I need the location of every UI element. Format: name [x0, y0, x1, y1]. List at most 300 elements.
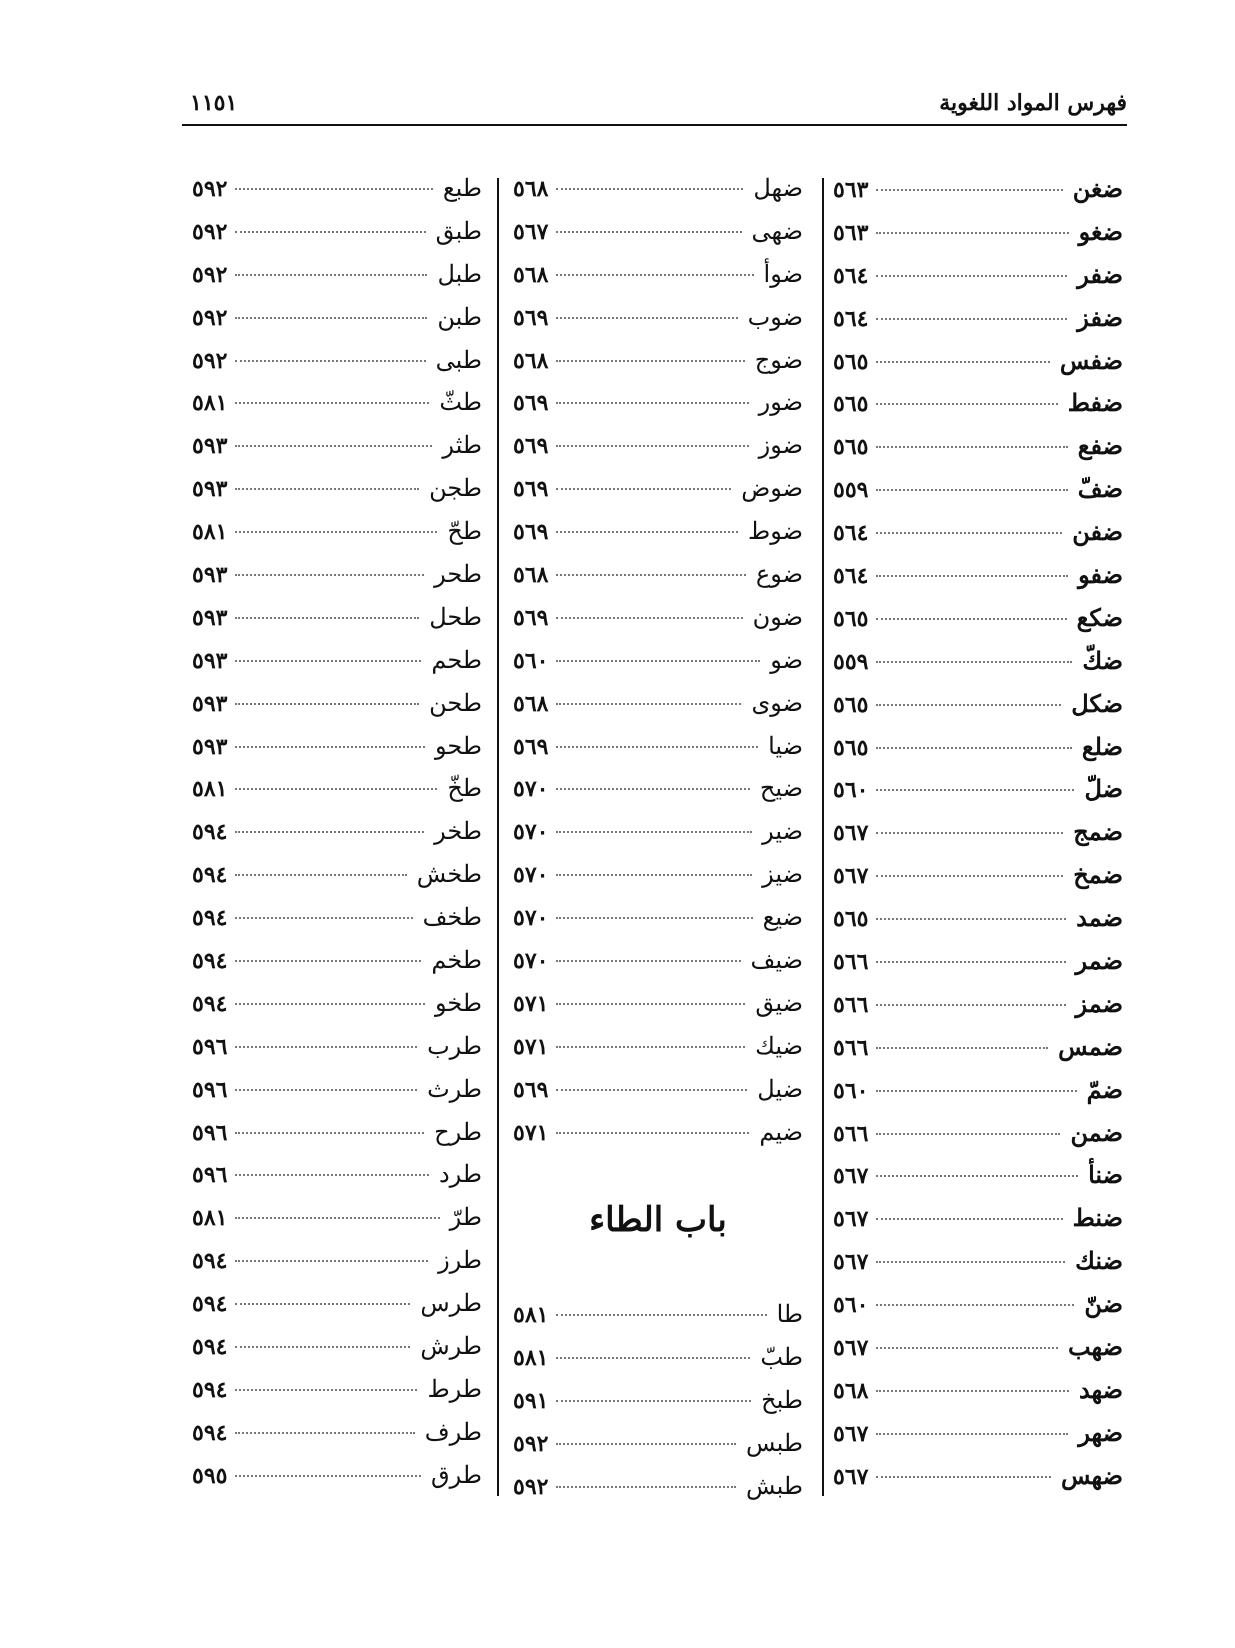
index-entry	[192, 1246, 482, 1289]
dot-leader	[556, 531, 738, 533]
index-entry	[833, 346, 1123, 389]
index-entry	[833, 517, 1123, 560]
entry-page-number: ٥٦٣	[833, 177, 869, 203]
entry-page-number: ٥٦٥	[833, 434, 869, 461]
index-entry	[192, 560, 482, 603]
index-entry	[192, 1118, 482, 1161]
dot-leader	[556, 660, 760, 662]
index-entry	[513, 1075, 803, 1118]
entry-page-number: ٥٩٣	[192, 604, 228, 631]
entry-page-number: ٥٦٨	[833, 1377, 869, 1404]
dot-leader	[876, 189, 1062, 191]
index-column-right	[833, 174, 1123, 1504]
entry-word: ضيف	[750, 946, 803, 975]
entry-word: طخم	[431, 946, 482, 975]
index-entry	[833, 1418, 1123, 1461]
entry-word: طرب	[427, 1031, 482, 1060]
entry-page-number: ٥٩٢	[192, 304, 228, 331]
entry-page-number: ٥٩٦	[192, 1119, 228, 1146]
dot-leader	[556, 1314, 766, 1316]
entry-word: طخر	[434, 817, 482, 846]
index-entry	[513, 1472, 803, 1515]
dot-leader	[876, 1047, 1048, 1049]
entry-word: طبع	[442, 174, 482, 202]
entry-page-number: ٥٩٢	[192, 261, 228, 288]
entry-word: ضوى	[751, 688, 803, 717]
index-entry	[192, 689, 482, 732]
index-entry	[192, 860, 482, 903]
dot-leader	[235, 788, 437, 790]
index-entry	[192, 903, 482, 946]
entry-word: طبس	[746, 1429, 803, 1458]
dot-leader	[876, 618, 1066, 620]
dot-leader	[235, 1260, 428, 1262]
dot-leader	[876, 1476, 1051, 1478]
entry-page-number: ٥٦٠	[513, 647, 549, 674]
dot-leader	[235, 445, 432, 447]
dot-leader	[556, 1132, 749, 1134]
entry-word: ضوع	[755, 560, 803, 589]
index-entry	[192, 1032, 482, 1075]
dot-leader	[876, 789, 1074, 791]
entry-word: طا	[776, 1300, 803, 1329]
dot-leader	[235, 488, 419, 490]
dot-leader	[235, 274, 427, 276]
dot-leader	[876, 1218, 1062, 1220]
index-entry	[833, 217, 1123, 260]
entry-page-number: ٥٦٨	[513, 347, 549, 374]
dot-leader	[235, 574, 424, 576]
dot-leader	[556, 445, 748, 447]
dot-leader	[876, 361, 1049, 363]
dot-leader	[556, 1046, 745, 1048]
dot-leader	[235, 746, 425, 748]
index-entry	[192, 1332, 482, 1375]
entry-word: ضيز	[762, 860, 803, 889]
page-number: ١١٥١	[190, 90, 238, 116]
dot-leader	[876, 1133, 1060, 1135]
entry-word: طثر	[442, 431, 482, 460]
entry-word: ضو	[770, 645, 803, 674]
dot-leader	[235, 703, 419, 705]
entry-word: طخف	[422, 903, 482, 932]
entry-word: ضمن	[1070, 1117, 1123, 1147]
entry-page-number: ٥٦٩	[513, 390, 549, 417]
index-entry	[513, 732, 803, 775]
entry-page-number: ٥٦٧	[833, 1463, 869, 1490]
entry-page-number: ٥٩٣	[192, 562, 228, 589]
entry-page-number: ٥٩٤	[192, 948, 228, 975]
entry-word: ضهد	[1078, 1374, 1123, 1404]
dot-leader	[876, 1261, 1065, 1263]
entry-page-number: ٥٦٤	[833, 520, 869, 547]
dot-leader	[556, 317, 737, 319]
index-entry	[513, 903, 803, 946]
index-entry	[833, 646, 1123, 689]
column-divider	[822, 178, 824, 1496]
entry-page-number: ٥٨١	[192, 776, 228, 803]
entry-word: ضيا	[768, 731, 803, 760]
entry-page-number: ٥٥٩	[833, 648, 869, 675]
entry-word: ضيح	[759, 774, 803, 803]
entry-word: ضهس	[1060, 1460, 1123, 1490]
index-entry	[192, 1203, 482, 1246]
entry-page-number: ٥٩١	[513, 1388, 549, 1415]
entry-page-number: ٥٧١	[513, 990, 549, 1017]
entry-page-number: ٥٩٤	[192, 1419, 228, 1446]
entry-page-number: ٥٦٧	[833, 1249, 869, 1276]
dot-leader	[876, 875, 1063, 877]
entry-word: طرث	[427, 1074, 482, 1103]
entry-page-number: ٥٩٣	[192, 733, 228, 760]
entry-page-number: ٥٦٧	[833, 1335, 869, 1362]
entry-page-number: ٥٧٠	[513, 819, 549, 846]
dot-leader	[235, 402, 429, 404]
index-entry	[192, 946, 482, 989]
index-entry	[513, 431, 803, 474]
index-entry	[513, 1300, 803, 1343]
entry-word: طرّ	[449, 1203, 482, 1232]
index-entry	[833, 1375, 1123, 1418]
entry-word: ضنط	[1072, 1203, 1123, 1233]
index-entry	[513, 1343, 803, 1386]
index-entry	[192, 774, 482, 817]
index-entry	[833, 388, 1123, 431]
entry-word: ضوأ	[763, 259, 803, 288]
dot-leader	[235, 1217, 439, 1219]
entry-page-number: ٥٦٦	[833, 949, 869, 976]
dot-leader	[556, 917, 752, 919]
dot-leader	[235, 317, 427, 319]
entry-word: طحو	[435, 731, 482, 760]
entry-word: ضمر	[1075, 946, 1123, 976]
index-entry	[513, 560, 803, 603]
entry-word: ضيك	[755, 1031, 803, 1060]
index-entry	[833, 946, 1123, 989]
index-entry	[192, 603, 482, 646]
entry-page-number: ٥٧٠	[513, 948, 549, 975]
dot-leader	[235, 1003, 425, 1005]
entry-word: طخش	[416, 860, 482, 889]
entry-word: ضفع	[1077, 431, 1123, 461]
dot-leader	[876, 747, 1071, 749]
entry-word: ضيق	[755, 988, 803, 1017]
entry-word: طرط	[427, 1374, 482, 1403]
entry-page-number: ٥٦٦	[833, 1120, 869, 1147]
entry-word: ضور	[758, 388, 803, 417]
entry-page-number: ٥٦٤	[833, 262, 869, 289]
index-entry	[833, 903, 1123, 946]
entry-word: طرف	[424, 1417, 482, 1446]
entry-word: ضفن	[1072, 517, 1123, 547]
index-entry	[192, 1418, 482, 1461]
index-entry	[513, 260, 803, 303]
dot-leader	[235, 1174, 429, 1176]
entry-page-number: ٥٦٧	[833, 820, 869, 847]
entry-word: ضمج	[1073, 817, 1123, 847]
index-entry	[833, 1160, 1123, 1203]
dot-leader	[876, 275, 1067, 277]
entry-page-number: ٥٩٦	[192, 1162, 228, 1189]
entry-word: ضهل	[753, 174, 803, 202]
entry-word: ضهب	[1067, 1332, 1123, 1362]
entry-word: طرز	[438, 1246, 482, 1275]
dot-leader	[556, 874, 752, 876]
entry-word: طخّ	[447, 774, 482, 803]
dot-leader	[876, 832, 1063, 834]
entry-page-number: ٥٨١	[192, 390, 228, 417]
entry-page-number: ٥٦٠	[833, 1077, 869, 1104]
entry-page-number: ٥٦٤	[833, 305, 869, 332]
dot-leader	[556, 1089, 747, 1091]
entry-page-number: ٥٩٤	[192, 862, 228, 889]
index-entry	[192, 1289, 482, 1332]
dot-leader	[556, 402, 748, 404]
entry-page-number: ٥٦٤	[833, 563, 869, 590]
dot-leader	[235, 188, 432, 190]
index-entry	[192, 732, 482, 775]
entry-word: ضغن	[1072, 174, 1123, 203]
index-entry	[833, 1246, 1123, 1289]
dot-leader	[235, 360, 425, 362]
dot-leader	[876, 446, 1067, 448]
index-entry	[833, 474, 1123, 517]
entry-page-number: ٥٩٤	[192, 1248, 228, 1275]
index-entry	[513, 817, 803, 860]
index-entry	[192, 1461, 482, 1504]
entry-page-number: ٥٧٠	[513, 862, 549, 889]
entry-word: ضلع	[1081, 731, 1123, 761]
index-entry	[513, 474, 803, 517]
index-entry	[513, 174, 803, 217]
entry-page-number: ٥٦٥	[833, 734, 869, 761]
entry-page-number: ٥٩٤	[192, 990, 228, 1017]
entry-word: طحر	[434, 560, 482, 589]
dot-leader	[235, 1046, 417, 1048]
dot-leader	[876, 961, 1065, 963]
index-column-left	[192, 174, 482, 1504]
dot-leader	[235, 1346, 410, 1348]
running-title: فهرس المواد اللغوية	[939, 90, 1127, 116]
entry-word: ضكع	[1076, 602, 1123, 632]
entry-word: ضيم	[759, 1117, 803, 1146]
entry-word: ضفّ	[1077, 474, 1123, 504]
dot-leader	[556, 574, 745, 576]
dot-leader	[556, 360, 744, 362]
entry-page-number: ٥٦٥	[833, 691, 869, 718]
dot-leader	[235, 1132, 424, 1134]
entry-page-number: ٥٩٣	[192, 690, 228, 717]
dot-leader	[235, 917, 412, 919]
entry-word: طرش	[420, 1332, 482, 1361]
index-entry	[833, 1332, 1123, 1375]
dot-leader	[556, 788, 749, 790]
dot-leader	[876, 1304, 1074, 1306]
dot-leader	[556, 960, 740, 962]
index-entry	[192, 989, 482, 1032]
dot-leader	[556, 1486, 736, 1488]
index-entry	[192, 474, 482, 517]
dot-leader	[556, 274, 753, 276]
index-entry	[833, 860, 1123, 903]
index-entry	[513, 1429, 803, 1472]
entry-word: ضون	[752, 602, 803, 631]
index-entry	[192, 260, 482, 303]
entry-page-number: ٥٦٧	[833, 1420, 869, 1447]
entry-word: ضمّ	[1086, 1074, 1123, 1104]
entry-word: طجن	[429, 474, 482, 503]
entry-page-number: ٥٩٦	[192, 1076, 228, 1103]
entry-page-number: ٥٩٤	[192, 905, 228, 932]
dot-leader	[556, 488, 731, 490]
entry-page-number: ٥٩٢	[192, 347, 228, 374]
index-entry	[513, 946, 803, 989]
index-entry	[192, 517, 482, 560]
entry-page-number: ٥٩٢	[192, 218, 228, 245]
entry-word: ضيع	[762, 903, 803, 932]
dot-leader	[235, 1089, 417, 1091]
dot-leader	[556, 231, 741, 233]
entry-page-number: ٥٩٣	[192, 433, 228, 460]
entry-word: ضفط	[1067, 388, 1123, 418]
dot-leader	[235, 1389, 417, 1391]
dot-leader	[876, 403, 1057, 405]
entry-word: ضهر	[1078, 1417, 1123, 1447]
entry-page-number: ٥٩٤	[192, 819, 228, 846]
entry-page-number: ٥٦٩	[513, 733, 549, 760]
entry-word: ضنأ	[1088, 1160, 1123, 1190]
dot-leader	[556, 1003, 745, 1005]
entry-word: طبى	[435, 345, 482, 374]
entry-word: ضمس	[1058, 1031, 1123, 1061]
entry-page-number: ٥٩٤	[192, 1334, 228, 1361]
dot-leader	[876, 1347, 1058, 1349]
entry-word: طرس	[420, 1289, 482, 1318]
entry-word: ضهى	[751, 216, 803, 245]
index-column-middle	[513, 174, 803, 1515]
index-entry	[833, 560, 1123, 603]
index-entry	[833, 1032, 1123, 1075]
entry-word: ضغو	[1078, 216, 1123, 246]
entry-page-number: ٥٧١	[513, 1033, 549, 1060]
entry-page-number: ٥٨١	[192, 1205, 228, 1232]
index-entry	[513, 1386, 803, 1429]
entry-word: طبق	[435, 216, 482, 245]
dot-leader	[235, 660, 421, 662]
entry-word: طخو	[435, 988, 482, 1017]
index-entry	[833, 260, 1123, 303]
entry-word: طبّ	[760, 1343, 803, 1372]
entry-page-number: ٥٦٦	[833, 1034, 869, 1061]
index-entry	[833, 174, 1123, 217]
dot-leader	[876, 1090, 1076, 1092]
index-entry	[192, 646, 482, 689]
entry-word: ضوج	[754, 345, 803, 374]
entry-page-number: ٥٦٨	[513, 562, 549, 589]
entry-page-number: ٥٩٢	[192, 176, 228, 202]
entry-page-number: ٥٦٨	[513, 176, 549, 202]
entry-word: ضفز	[1077, 302, 1123, 332]
entry-page-number: ٥٨١	[513, 1302, 549, 1329]
entry-page-number: ٥٦٦	[833, 991, 869, 1018]
entry-word: طبل	[437, 259, 482, 288]
index-entry	[192, 388, 482, 431]
entry-page-number: ٥٦٧	[833, 1206, 869, 1233]
dot-leader	[876, 1004, 1065, 1006]
entry-word: ضنك	[1075, 1246, 1123, 1276]
section-heading: باب الطاء	[589, 1200, 727, 1240]
index-entry	[192, 174, 482, 217]
entry-page-number: ٥٦٠	[833, 777, 869, 804]
entry-word: ضفس	[1059, 345, 1123, 375]
index-entry	[833, 431, 1123, 474]
dot-leader	[876, 532, 1062, 534]
index-entry	[833, 689, 1123, 732]
entry-word: ضفو	[1078, 560, 1123, 590]
entry-word: طبن	[437, 302, 482, 331]
entry-page-number: ٥٦٧	[513, 218, 549, 245]
dot-leader	[235, 831, 424, 833]
index-entry	[192, 1160, 482, 1203]
entry-page-number: ٥٩٥	[192, 1462, 228, 1489]
dot-leader	[235, 1432, 414, 1434]
entry-page-number: ٥٦٨	[513, 690, 549, 717]
dot-leader	[556, 188, 743, 190]
dot-leader	[556, 831, 752, 833]
dot-leader	[876, 661, 1072, 663]
index-entry	[192, 1375, 482, 1418]
entry-word: طرح	[434, 1117, 482, 1146]
dot-leader	[235, 874, 406, 876]
dot-leader	[876, 489, 1067, 491]
index-entry	[192, 1075, 482, 1118]
entry-word: ضوط	[748, 517, 803, 546]
entry-word: ضيل	[757, 1074, 803, 1103]
entry-page-number: ٥٦٩	[513, 433, 549, 460]
entry-word: ضكل	[1071, 688, 1123, 718]
index-entry	[833, 603, 1123, 646]
dot-leader	[235, 1303, 410, 1305]
index-entry	[833, 1203, 1123, 1246]
dot-leader	[556, 1400, 751, 1402]
index-entry	[513, 217, 803, 260]
index-entry	[833, 1118, 1123, 1161]
index-entry	[513, 303, 803, 346]
entry-page-number: ٥٩٤	[192, 1291, 228, 1318]
entry-page-number: ٥٩٢	[513, 1431, 549, 1458]
index-entry	[513, 1032, 803, 1075]
index-entry	[513, 774, 803, 817]
entry-page-number: ٥٨١	[513, 1345, 549, 1372]
index-entry	[833, 774, 1123, 817]
column-divider	[497, 178, 499, 1496]
index-entry	[192, 346, 482, 389]
entry-word: طحّ	[447, 517, 482, 546]
entry-word: ضمخ	[1073, 860, 1123, 890]
dot-leader	[235, 617, 419, 619]
index-entry	[192, 817, 482, 860]
dot-leader	[556, 746, 758, 748]
dot-leader	[876, 1433, 1068, 1435]
entry-page-number: ٥٦٩	[513, 1076, 549, 1103]
dot-leader	[235, 231, 425, 233]
index-entry	[833, 989, 1123, 1032]
index-entry	[513, 388, 803, 431]
entry-page-number: ٥٦٣	[833, 219, 869, 246]
entry-word: طحم	[431, 645, 482, 674]
entry-page-number: ٥٦٠	[833, 1292, 869, 1319]
entry-word: ضير	[762, 817, 803, 846]
